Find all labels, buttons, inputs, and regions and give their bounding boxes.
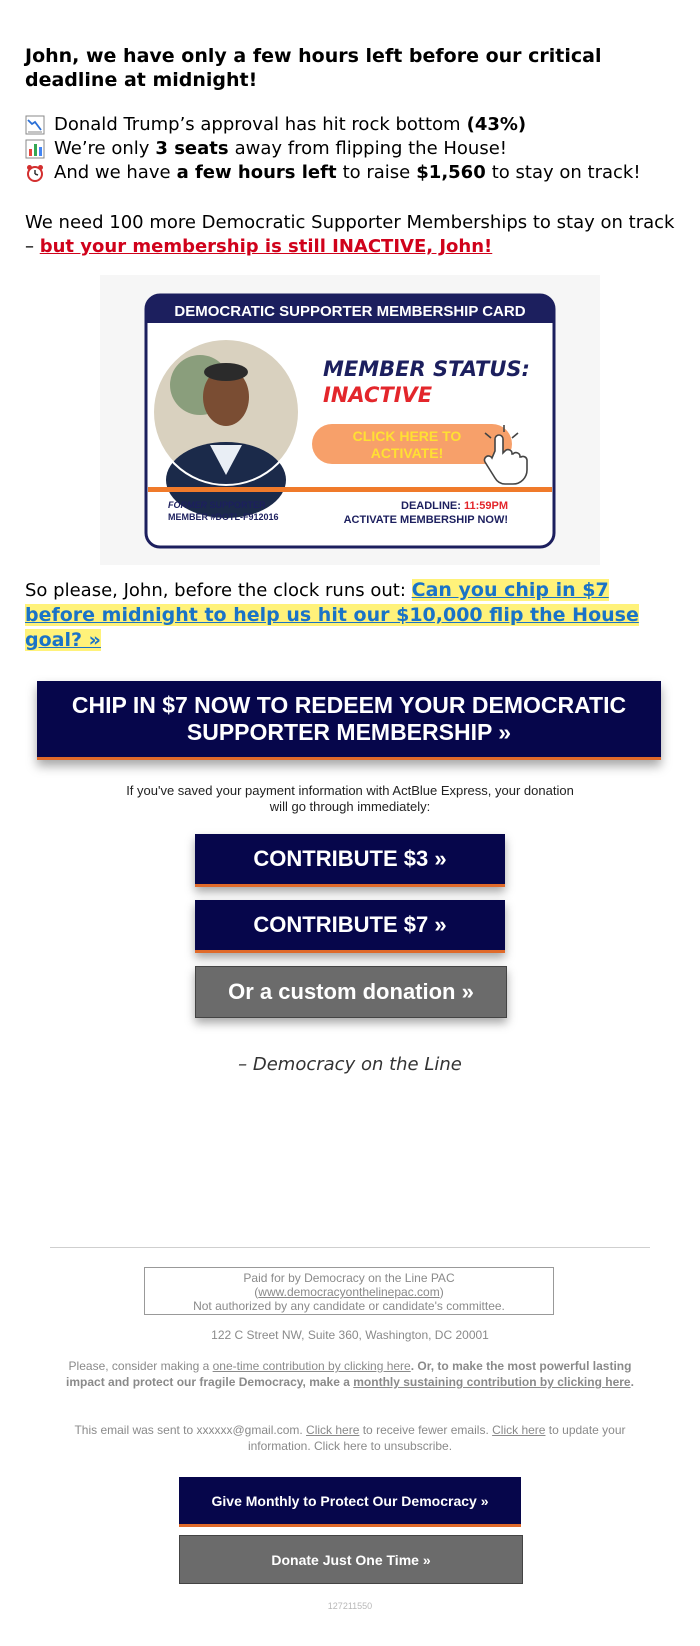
bullet-approval [25,113,685,137]
memberships-text: We need 100 more Democratic Supporter Memberships to stay on track – [25,212,675,257]
not-authorized-text: Not authorized by any candidate or candidate's committee. [193,1299,505,1313]
one-time-contribution-link[interactable]: one-time contribution by clicking here [212,1359,411,1373]
footer-address: 122 C Street NW, Suite 360, Washington, DC 20001 [211,1328,489,1342]
card-deadline: DEADLINE: 11:59PM [401,500,508,512]
give-monthly-button[interactable]: Give Monthly to Protect Our Democracy » [179,1477,521,1527]
inactive-membership-link[interactable]: but your membership is still INACTIVE, John! [39,236,493,257]
card-status-label: MEMBER STATUS: [323,357,530,381]
card-former: FORMER SUPPORTER [168,500,266,510]
bullet-approval-bold: (43%) [466,114,527,135]
chip-in-link[interactable]: Can you chip in $7 before midnight to help us hit our $10,000 flip the House goal? » [25,579,639,651]
pac-website-link[interactable]: www.democracyonthelinepac.com [258,1285,440,1299]
consider-pre: Please, consider making a [68,1359,213,1373]
paid-by-website: (www.democracyonthelinepac.com) [254,1285,444,1299]
card-cta-line2: ACTIVATE! [370,445,444,461]
email-code: 127211550 [327,1601,373,1611]
card-title: DEMOCRATIC SUPPORTER MEMBERSHIP CARD [174,303,526,320]
consider-mid: . Or, to make the most powerful lasting impact and protect our fragile Democracy, make a [66,1359,632,1389]
footer-divider [50,1247,650,1248]
bullet-deadline-bold1: a few hours left [176,162,337,183]
consider-end: . [630,1375,634,1389]
email-headline: John, we have only a few hours left before our critical deadline at midnight! [25,45,602,91]
contribute-7-button[interactable]: CONTRIBUTE $7 » [195,900,505,953]
chip-in-paragraph [25,578,675,653]
card-activate-now: ACTIVATE MEMBERSHIP NOW! [343,514,508,526]
bullet-seats [25,137,685,161]
bullet-seats-bold: 3 seats [155,138,229,159]
bullet-deadline-bold2: $1,560 [416,162,486,183]
update-info-link[interactable]: Click here [492,1423,546,1437]
bullet-deadline [25,161,685,185]
footer-sent-to [60,1422,640,1454]
signature: – Democracy on the Line [238,1054,462,1075]
sent-post: to update your information. Click here to unsubscribe. [247,1423,626,1453]
card-member-number: MEMBER #DOTL-F912016 [168,512,279,522]
bullet-deadline-mid: to raise [342,162,411,183]
paid-by-text: Paid for by Democracy on the Line PAC [243,1271,455,1285]
footer-consider [60,1358,640,1390]
card-cta-line1: CLICK HERE TO [352,428,462,444]
sent-pre: This email was sent to xxxxxx@gmail.com. [74,1423,307,1437]
sent-mid: to receive fewer emails. [359,1423,493,1437]
donate-one-time-button[interactable]: Donate Just One Time » [179,1535,523,1584]
bullet-list [25,113,685,185]
alarm-clock-icon [25,163,45,183]
memberships-paragraph [25,211,675,259]
fewer-emails-link[interactable]: Click here [306,1423,360,1437]
membership-card-image[interactable] [100,275,600,565]
chip-in-text: So please, John, before the clock runs out: [25,580,412,601]
bullet-deadline-post: to stay on track! [491,162,641,183]
bullet-seats-post: away from flipping the House! [234,138,508,159]
card-status-value: INACTIVE [323,383,433,407]
chip-in-button-line2: SUPPORTER MEMBERSHIP » [186,719,512,745]
bullet-deadline-pre: And we have [54,162,171,183]
bullet-approval-text: Donald Trump’s approval has hit rock bottom [54,114,461,135]
paid-for-box [144,1267,554,1315]
chip-in-7-button[interactable] [37,681,661,760]
bullet-seats-pre: We’re only [54,138,150,159]
chip-in-button-line1: CHIP IN $7 NOW TO REDEEM YOUR DEMOCRATIC [71,692,627,718]
chart-decreasing-icon [25,115,45,135]
bar-chart-icon [25,139,45,159]
actblue-express-note: If you've saved your payment information with ActBlue Express, your donation will go through immediately: [126,783,574,814]
monthly-contribution-link[interactable]: monthly sustaining contribution by clicking here [353,1375,631,1389]
custom-donation-button[interactable]: Or a custom donation » [195,966,507,1018]
contribute-3-button[interactable]: CONTRIBUTE $3 » [195,834,505,887]
membership-card-svg [100,275,600,565]
